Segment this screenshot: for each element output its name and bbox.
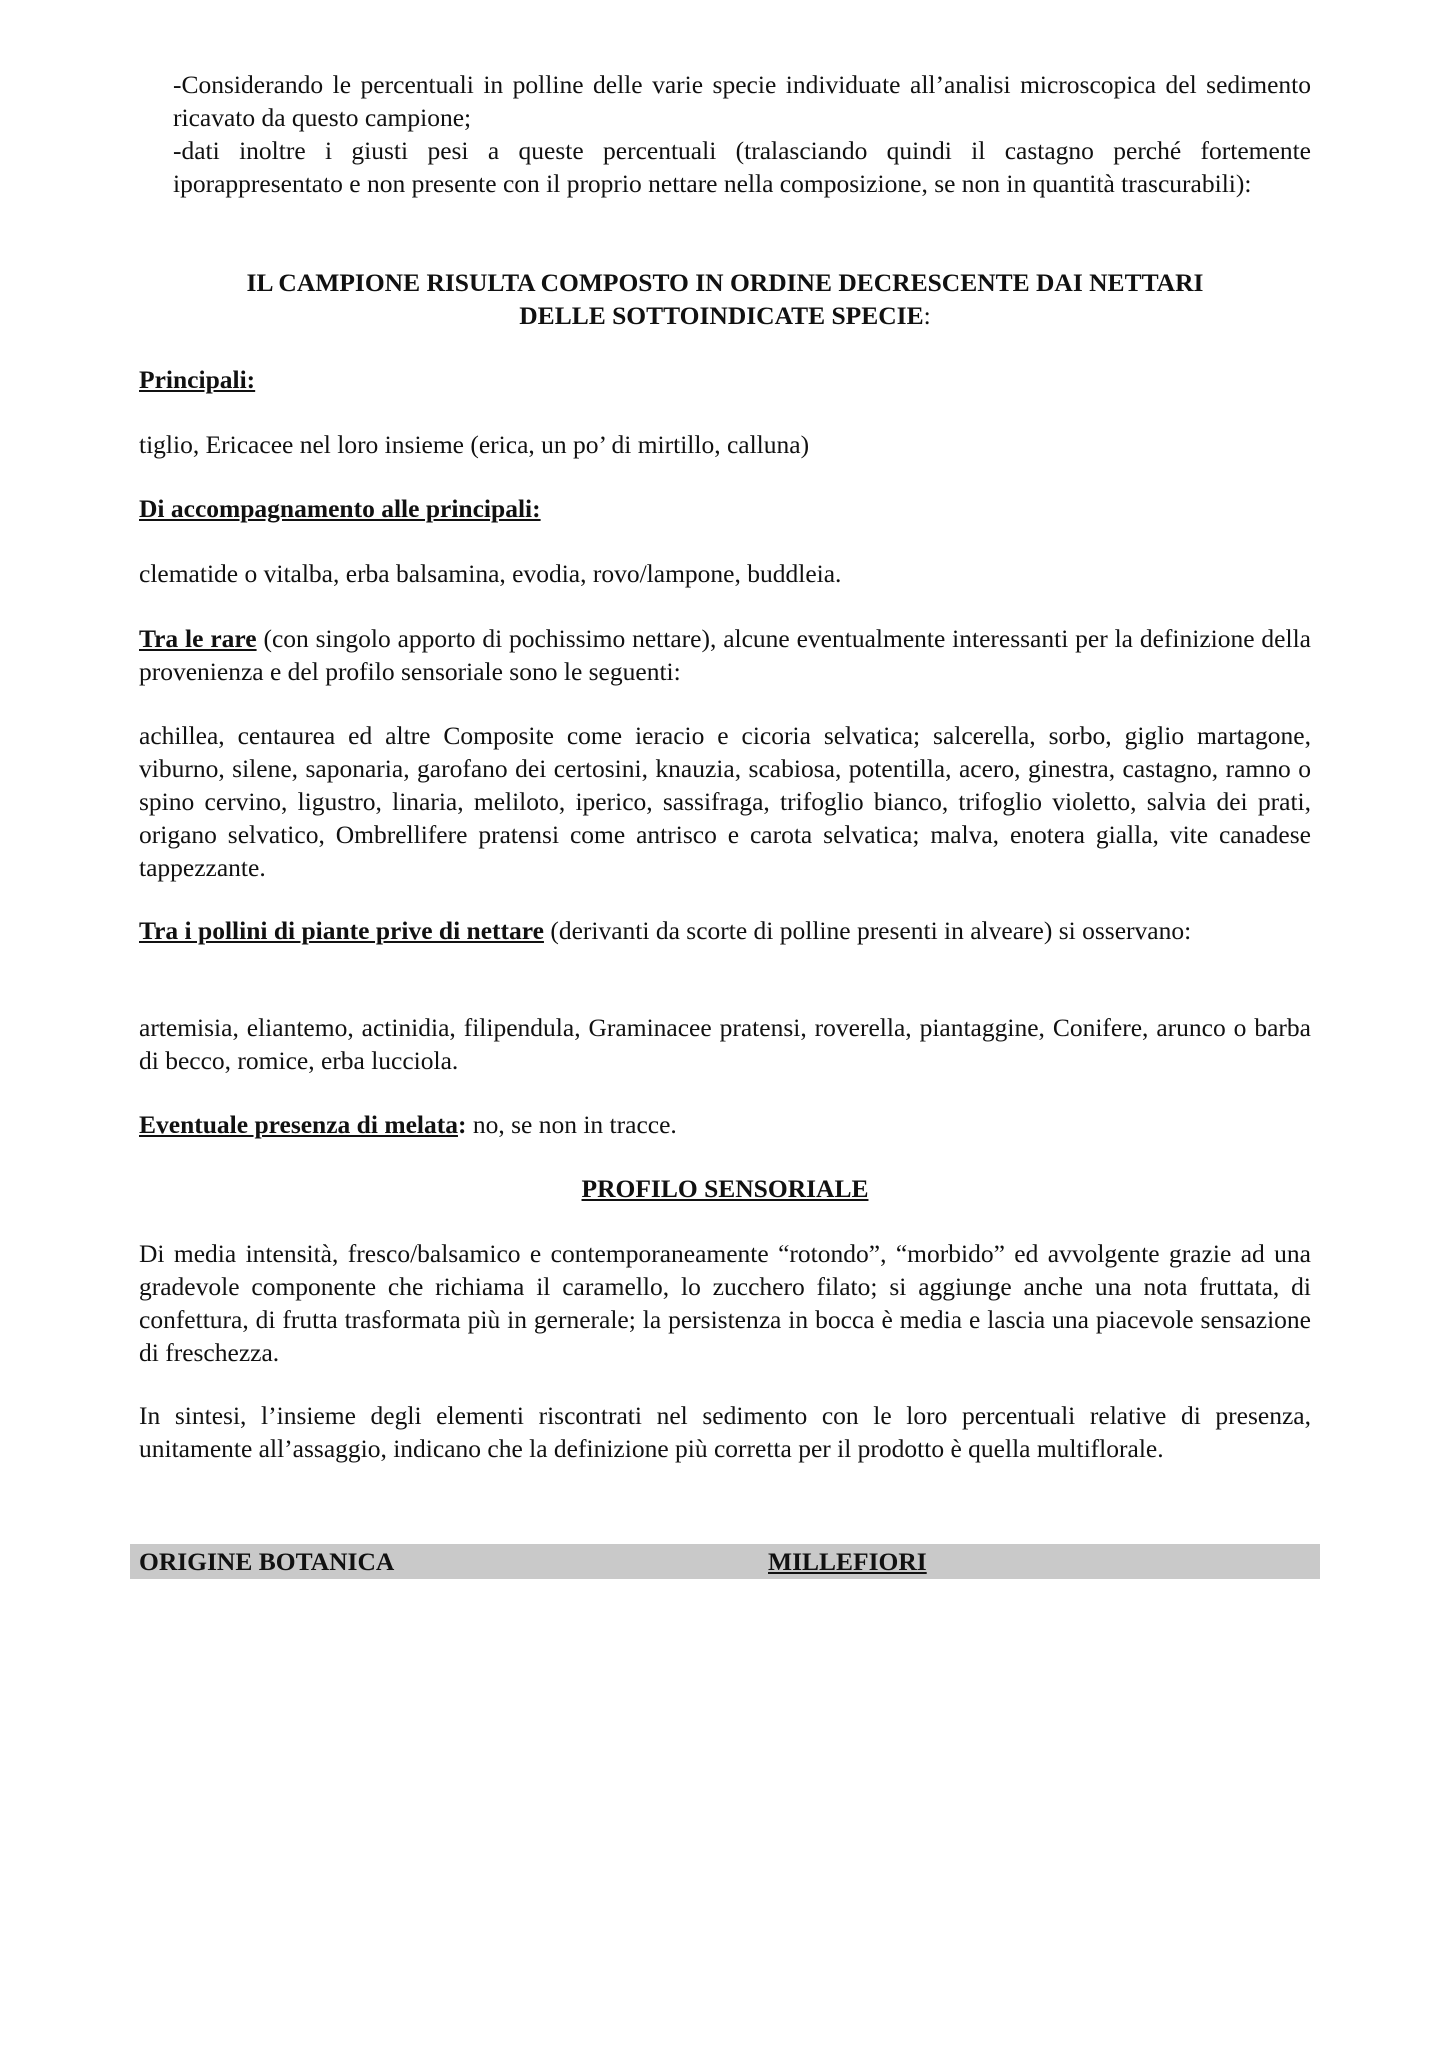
pollini-intro-paragraph	[139, 914, 1311, 947]
sensory-heading-text: PROFILO SENSORIALE	[581, 1174, 869, 1203]
composition-heading-colon: :	[923, 301, 931, 330]
intro-paragraph	[173, 68, 1311, 200]
sensory-profile-text: Di media intensità, fresco/balsamico e contemporaneamente “rotondo”, “morbido” ed avvolgente grazie ad una gradevole componente che richiama il caramello, lo zucchero filato; si aggiunge anche una nota fruttata, di confettura, di frutta trasformata più in gernerale; la persistenza in bocca è media e lascia una piacevole sensazione di freschezza.	[139, 1239, 1311, 1367]
summary-text: In sintesi, l’insieme degli elementi riscontrati nel sedimento con le loro percentuali relative di presenza, unitamente all’assaggio, indicano che la definizione più corretta per il prodotto è quella multiflorale.	[139, 1401, 1311, 1463]
melata-paragraph	[139, 1108, 1311, 1141]
intro-line-percentuali: -Considerando le percentuali in polline delle varie specie individuate all’analisi microscopica del sedimento ricavato da questo campione;	[173, 70, 1311, 132]
sensory-heading	[139, 1172, 1311, 1205]
composition-heading	[139, 266, 1311, 332]
melata-text: no, se non in tracce.	[466, 1110, 677, 1139]
rare-label: Tra le rare	[139, 624, 257, 653]
pollini-label: Tra i pollini di piante prive di nettare	[139, 916, 544, 945]
accompagnamento-list: clematide o vitalba, erba balsamina, evodia, rovo/lampone, buddleia.	[139, 559, 842, 588]
botanical-origin-bar	[130, 1544, 1320, 1579]
accompagnamento-label: Di accompagnamento alle principali:	[139, 494, 541, 523]
principali-list: tiglio, Ericacee nel loro insieme (erica, un po’ di mirtillo, calluna)	[139, 430, 810, 459]
accompagnamento-label-paragraph	[139, 492, 1311, 525]
rare-intro-paragraph	[139, 622, 1311, 688]
composition-heading-line1: IL CAMPIONE RISULTA COMPOSTO IN ORDINE DECRESCENTE DAI NETTARI	[246, 268, 1204, 297]
melata-label: Eventuale presenza di melata	[139, 1110, 458, 1139]
rare-list: achillea, centaurea ed altre Composite come ieracio e cicoria selvatica; salcerella, sorbo, giglio martagone, viburno, silene, saponaria, garofano dei certosini, knauzia, scabiosa, potentilla, acero, ginestra, castagno, ramno o spino cervino, ligustro, linaria, meliloto, iperico, sassifraga, trifoglio bianco, trifoglio violetto, salvia dei prati, origano selvatico, Ombrellifere pratensi come antrisco e carota selvatica; malva, enotera gialla, vite canadese tappezzante.	[139, 721, 1311, 882]
pollini-intro-text: (derivanti da scorte di polline presenti in alveare) si osservano:	[543, 916, 1192, 945]
composition-heading-line2	[139, 299, 1311, 332]
principali-label-paragraph	[139, 363, 1311, 396]
principali-label: Principali:	[139, 365, 256, 394]
botanical-origin-label: ORIGINE BOTANICA	[139, 1547, 395, 1576]
botanical-origin-value: MILLEFIORI	[768, 1547, 927, 1576]
composition-heading-line2-text: DELLE SOTTOINDICATE SPECIE	[519, 301, 924, 330]
intro-line-pesi: -dati inoltre i giusti pesi a queste percentuali (tralasciando quindi il castagno perché fortemente iporappresentato e non presente con il proprio nettare nella composizione, se non in quantità trascurabili):	[173, 136, 1311, 198]
melata-colon: :	[457, 1110, 467, 1139]
pollini-list: artemisia, eliantemo, actinidia, filipendula, Graminacee pratensi, roverella, piantaggine, Conifere, arunco o barba di becco, romice, erba lucciola.	[139, 1013, 1311, 1075]
rare-intro-text: (con singolo apporto di pochissimo nettare), alcune eventualmente interessanti per la definizione della provenienza e del profilo sensoriale sono le seguenti:	[139, 624, 1311, 686]
